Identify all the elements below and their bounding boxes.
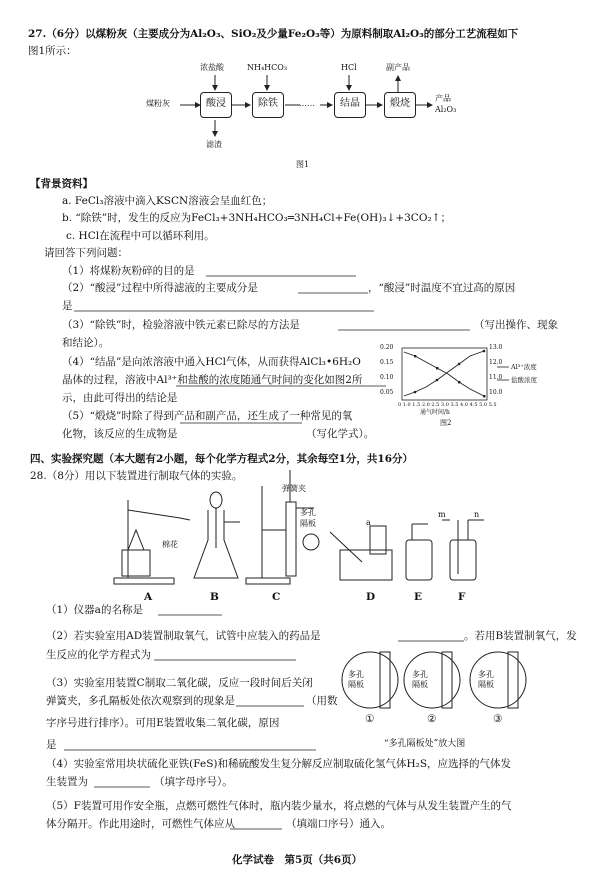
apparatus-label-f: F xyxy=(458,591,466,603)
flow-step-crystallize: 结晶 xyxy=(334,92,366,118)
questions-intro: 请回答下列问题： xyxy=(44,247,128,259)
q27-1: （1）将煤粉灰粉碎的目的是 xyxy=(62,265,195,277)
porous-plate-label-2: 隔板 xyxy=(300,519,316,528)
fig2-yright-tick-3: 11.0 xyxy=(489,374,503,381)
fig2-yright-tick-2: 12.0 xyxy=(489,359,503,366)
fig2-yleft-tick-1: 0.20 xyxy=(380,344,394,351)
q27-3c: 和结论）。 xyxy=(62,337,110,349)
fig2-xlabel: 通气时间/h xyxy=(420,409,450,416)
page-footer: 化学试卷 第5页（共6页） xyxy=(232,854,363,866)
zoom-3-label-2: 隔板 xyxy=(478,680,494,689)
zoom-2-label-2: 隔板 xyxy=(412,680,428,689)
zoom-1-label-1: 多孔 xyxy=(348,670,364,679)
q27-5a: （5）“煅烧”时除了得到产品和副产品，还生成了一种常见的氧 xyxy=(62,410,353,422)
q27-4c: 示，由此可得出的结论是 xyxy=(62,392,178,404)
flow-product-label: 产品 xyxy=(435,94,451,103)
q28-5a: （5）F装置可用作安全瓶，点燃可燃性气体时，瓶内装少量水，将点燃的气体与从发生装置产生的气 xyxy=(46,800,512,812)
apparatus-label-e: E xyxy=(414,591,423,603)
flow-step-iron-removal: 除铁 xyxy=(252,92,284,118)
section-4-title: 四、实验探究题（本大题有2小题，每个化学方程式2分，其余每空1分，共16分） xyxy=(30,453,414,465)
zoom-num-2: ② xyxy=(427,713,437,725)
cotton-label: 棉花 xyxy=(162,540,178,549)
q27-5b-left: 化物，该反应的生成物是 xyxy=(62,428,178,440)
q28-3b: 弹簧夹，多孔隔板处依次观察到的现象是 xyxy=(46,695,235,707)
background-item-b: b. “除铁”时，发生的反应为FeCl₃+3NH₄HCO₃═3NH₄Cl+Fe(OH)₃↓+3CO₂↑； xyxy=(62,212,451,224)
q27-title-cont: 图1所示： xyxy=(28,45,77,57)
background-heading: 【背景资料】 xyxy=(30,178,93,190)
flow-dots: …… xyxy=(299,99,315,108)
fig2-caption: 图2 xyxy=(440,419,452,427)
q28-title: 28.（8分）用以下装置进行制取气体的实验。 xyxy=(30,470,243,482)
apparatus-label-a: A xyxy=(144,591,153,603)
flow-nh4-label: NH₄HCO₃ xyxy=(247,63,288,72)
background-item-a: a. FeCl₃溶液中滴入KSCN溶液会呈血红色； xyxy=(62,195,273,207)
fig2-yleft-tick-4: 0.05 xyxy=(380,389,394,396)
q28-2b: 。若用B装置制氧气，发 xyxy=(464,630,577,642)
q28-3c: （用数 xyxy=(306,695,338,707)
port-m-label: m xyxy=(438,510,446,519)
flow-step-acid-leach: 酸浸 xyxy=(200,92,232,118)
q28-4b: 生装置为 xyxy=(46,776,88,788)
apparatus-label-c: C xyxy=(272,591,281,603)
fig2-yleft-tick-3: 0.10 xyxy=(380,374,394,381)
zoom-1-label-2: 隔板 xyxy=(348,680,364,689)
background-item-c: c. HCl在流程中可以循环利用。 xyxy=(66,230,215,242)
q27-2a: （2）“酸浸”过程中所得滤液的主要成分是 xyxy=(62,282,258,294)
q27-3a: （3）“除铁”时，检验溶液中铁元素已除尽的方法是 xyxy=(62,319,300,331)
flow-product-formula: Al₂O₃ xyxy=(435,105,457,114)
fig2-yright-tick-1: 13.0 xyxy=(489,344,503,351)
q27-2b: ，“酸浸”时温度不宜过高的原因 xyxy=(368,282,516,294)
fig2-legend-hcl: 盐酸浓度 xyxy=(511,376,537,384)
flow-acid-label: 浓盐酸 xyxy=(200,63,224,72)
fig1-caption: 图1 xyxy=(296,160,310,169)
zoom-num-3: ③ xyxy=(493,713,503,725)
apparatus-label-b: B xyxy=(210,591,219,603)
zoom-caption: “多孔隔板处”放大图 xyxy=(384,739,466,749)
flow-residue-label: 滤渣 xyxy=(206,140,222,149)
flow-byproduct-label: 副产品 xyxy=(386,63,410,72)
q28-3d: 字序号进行排序）。可用E装置收集二氧化碳，原因 xyxy=(46,717,280,729)
q27-2c: 是 xyxy=(62,300,73,312)
q28-3e: 是 xyxy=(46,739,57,751)
flow-input-label: 煤粉灰 xyxy=(146,99,170,108)
zoom-num-1: ① xyxy=(365,713,375,725)
q27-3b: （写出操作、现象 xyxy=(474,319,558,331)
q28-4c: （填字母序号）。 xyxy=(154,776,233,788)
q27-5c: （写化学式）。 xyxy=(306,428,375,440)
q28-2a: （2）若实验室用AD装置制取氧气，试管中应装入的药品是 xyxy=(46,630,321,642)
q27-4a: （4）“结晶”是向浓溶液中通入HCl气体，从而获得AlCl₃•6H₂O xyxy=(62,356,361,368)
flow-step-calcine: 煅烧 xyxy=(384,92,416,118)
q28-4a: （4）实验室常用块状硫化亚铁(FeS)和稀硫酸发生复分解反应制取硫化氢气体H₂S，应选择的气体发 xyxy=(46,758,512,770)
fig2-yleft-tick-2: 0.15 xyxy=(380,359,394,366)
flow-hcl-label: HCl xyxy=(341,63,357,72)
q28-1: （1）仪器a的名称是 xyxy=(46,604,143,616)
instrument-a-label: a xyxy=(366,518,371,527)
zoom-3-label-1: 多孔 xyxy=(478,670,494,679)
porous-plate-label-1: 多孔 xyxy=(300,508,316,517)
fig2-yright-tick-4: 10.0 xyxy=(489,389,503,396)
zoom-2-label-1: 多孔 xyxy=(412,670,428,679)
spring-clamp-label: 弹簧夹 xyxy=(282,484,306,493)
q28-5b: 体分隔开。作此用途时，可燃性气体应从 xyxy=(46,818,235,830)
q28-3a: （3）实验室用装置C制取二氧化碳，反应一段时间后关闭 xyxy=(46,677,313,689)
q28-2c: 生反应的化学方程式为 xyxy=(46,649,151,661)
q28-5c: （填端口序号）通入。 xyxy=(286,818,391,830)
q27-4b: 晶体的过程，溶液中Al³⁺和盐酸的浓度随通气时间的变化如图2所 xyxy=(62,374,363,386)
fig2-legend-al: Al³⁺浓度 xyxy=(511,363,537,371)
q27-title: 27.（6分）以煤粉灰（主要成分为Al₂O₃、SiO₂及少量Fe₂O₃等）为原料制取Al₂O₃的部分工艺流程如下 xyxy=(28,28,519,40)
fig2-xticks: 0 1.0 1.5 2.0 2.5 3.0 3.5 4.0 4.5 5.0 5.5 xyxy=(398,402,497,408)
apparatus-label-d: D xyxy=(366,591,376,603)
port-n-label: n xyxy=(474,510,480,519)
